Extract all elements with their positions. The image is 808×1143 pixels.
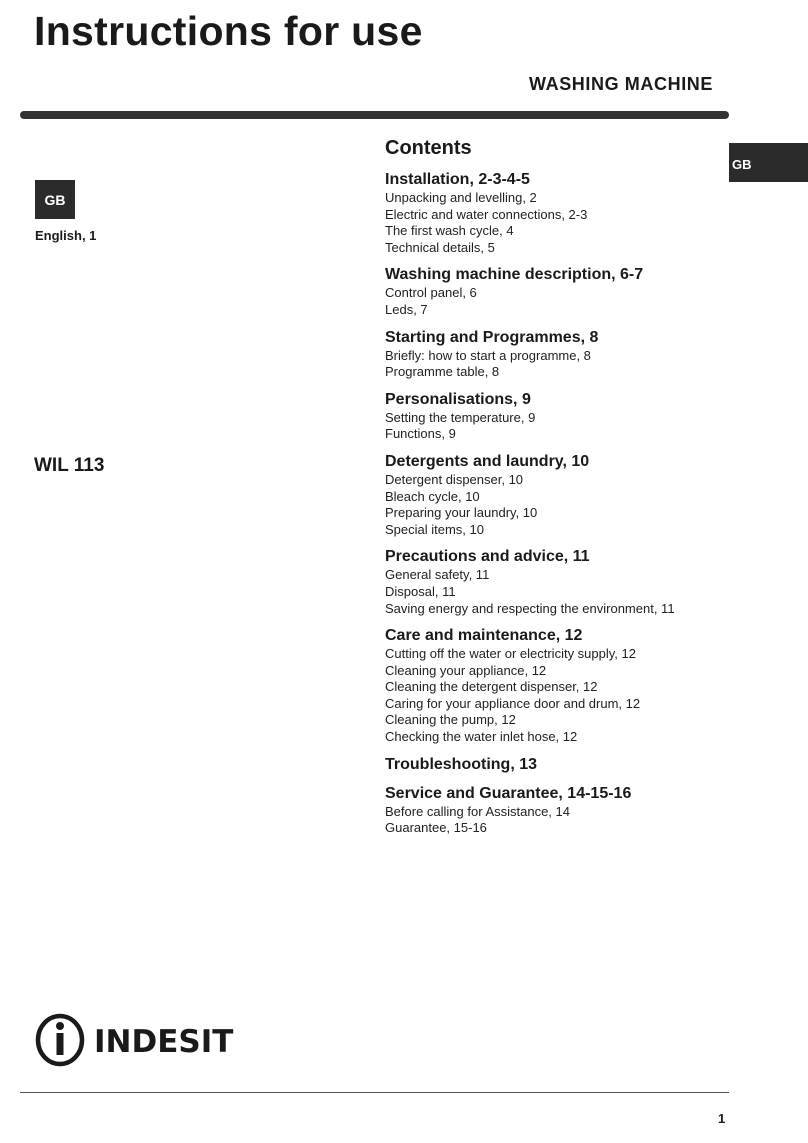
section-title: Care and maintenance, 12 (385, 627, 583, 645)
section-entry: Bleach cycle, 10 (385, 488, 480, 504)
page-number: 1 (718, 1111, 726, 1126)
section-entry: Detergent dispenser, 10 (385, 471, 524, 487)
section-entry: Cleaning your appliance, 12 (385, 662, 547, 678)
section-entry: The first wash cycle, 4 (385, 223, 514, 239)
section-entry: Before calling for Assistance, 14 (385, 803, 570, 819)
section-entry: Caring for your appliance door and drum, 12 (385, 695, 641, 711)
table-of-contents (385, 137, 730, 845)
section-entry: General safety, 11 (385, 567, 490, 583)
section-entry: Control panel, 6 (385, 285, 477, 301)
section-entry: Functions, 9 (385, 426, 456, 442)
section-title: Installation, 2-3-4-5 (385, 171, 530, 188)
brand-name: INDESIT (94, 1024, 234, 1060)
contents-section (385, 169, 730, 256)
contents-section (385, 451, 730, 538)
contents-section (385, 264, 730, 318)
language-tab: GB (729, 143, 808, 182)
section-title: Service and Guarantee, 14-15-16 (385, 784, 632, 802)
section-title: Personalisations, 9 (385, 390, 531, 408)
section-title: Precautions and advice, 11 (385, 548, 590, 566)
indesit-logo-icon (34, 1012, 234, 1068)
contents-section (385, 783, 730, 837)
language-badge: GB (35, 180, 75, 219)
contents-section (385, 389, 730, 443)
section-entry: Electric and water connections, 2-3 (385, 206, 588, 222)
section-title: Detergents and laundry, 10 (385, 452, 590, 470)
section-entry: Cleaning the detergent dispenser, 12 (385, 679, 598, 695)
section-entry: Special items, 10 (385, 521, 484, 537)
section-entry: Programme table, 8 (385, 364, 500, 380)
section-entry: Unpacking and levelling, 2 (385, 190, 537, 205)
page-title: Instructions for use (34, 8, 423, 54)
model-number: WIL 113 (34, 455, 105, 476)
section-entry: Disposal, 11 (385, 583, 456, 599)
section-entry: Saving energy and respecting the environment, 11 (385, 600, 675, 616)
contents-section (385, 546, 730, 617)
contents-section (385, 625, 730, 746)
section-entry: Leds, 7 (385, 301, 428, 317)
brand-logo (34, 1012, 234, 1073)
product-type-label: WASHING MACHINE (529, 74, 713, 94)
section-entry: Cleaning the pump, 12 (385, 712, 516, 728)
section-title: Washing machine description, 6-7 (385, 266, 644, 284)
section-title: Troubleshooting, 13 (385, 755, 538, 773)
section-entry: Checking the water inlet hose, 12 (385, 729, 578, 745)
contents-section (385, 327, 730, 381)
language-reference: English, 1 (35, 228, 97, 243)
header-divider (20, 111, 729, 119)
section-entry: Briefly: how to start a programme, 8 (385, 347, 591, 363)
section-entry: Cutting off the water or electricity supply, 12 (385, 646, 636, 662)
section-title: Starting and Programmes, 8 (385, 328, 599, 346)
section-entry: Guarantee, 15-16 (385, 820, 487, 836)
contents-sections (385, 169, 730, 837)
footer-divider (20, 1092, 729, 1093)
section-entry: Technical details, 5 (385, 239, 495, 255)
section-entry: Setting the temperature, 9 (385, 409, 536, 425)
contents-section (385, 754, 730, 775)
section-entry: Preparing your laundry, 10 (385, 505, 538, 521)
contents-heading: Contents (385, 137, 472, 159)
